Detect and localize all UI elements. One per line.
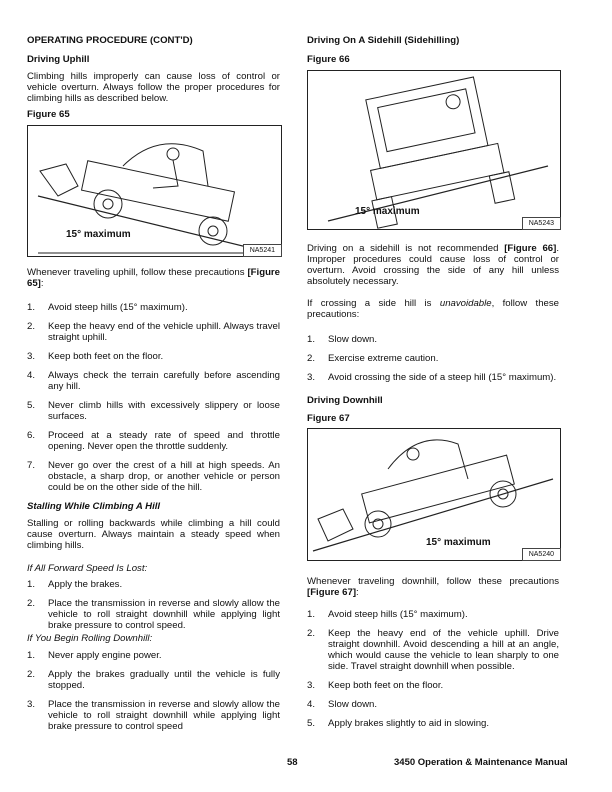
item-number: 2. [27, 598, 36, 609]
item-text: Avoid crossing the side of a steep hill (15° maximum). [328, 372, 557, 383]
forward-lost-heading: If All Forward Speed Is Lost: [27, 563, 148, 574]
list-item [27, 302, 280, 313]
list-item [27, 370, 280, 392]
item-text: Keep the heavy end of the vehicle uphill. Always travel straight uphill. [48, 321, 280, 343]
list-item [307, 718, 559, 729]
list-item [27, 460, 280, 493]
rolling-heading: If You Begin Rolling Downhill: [27, 633, 153, 644]
list-item [307, 609, 559, 620]
item-text: Never apply engine power. [48, 650, 162, 661]
item-number: 1. [27, 302, 36, 313]
downhill-lead: Whenever traveling downhill, follow these precautions [Figure 67]: [307, 576, 559, 598]
figure-66-ref: [Figure 66] [504, 243, 557, 254]
forward-lost-list [27, 579, 280, 631]
crossing-text-a: If crossing a side hill is [307, 298, 440, 309]
list-item [307, 334, 559, 345]
downhill-lead-text: Whenever traveling downhill, follow these precautions [307, 576, 559, 587]
list-item [27, 650, 280, 661]
item-number: 1. [27, 579, 36, 590]
sidehill-vehicle-illustration [308, 71, 560, 229]
item-text: Exercise extreme caution. [328, 353, 439, 364]
page-number: 58 [287, 757, 298, 768]
section-title: OPERATING PROCEDURE (CONT'D) [27, 35, 193, 46]
uphill-lead-text: Whenever traveling uphill, follow these precautions [27, 267, 248, 278]
crossing-list [307, 334, 559, 383]
list-item [27, 430, 280, 452]
item-number: 2. [27, 669, 36, 680]
list-item [307, 699, 559, 710]
crossing-emphasis: unavoidable [439, 298, 492, 309]
item-number: 3. [27, 699, 36, 710]
item-number: 2. [27, 321, 36, 332]
figure-65-ref: [Figure 65] [27, 267, 280, 289]
rolling-list [27, 650, 280, 732]
item-text: Keep the heavy end of the vehicle uphill. Drive straight downhill. Avoid descending a hill at an angle, which would cause the vehicle to lean sharply to one side. Travel straight downhill when possible. [328, 628, 559, 672]
item-number: 6. [27, 430, 36, 441]
figure-66-code: NA5243 [522, 217, 561, 230]
item-text: Slow down. [328, 334, 378, 345]
list-item [307, 628, 559, 672]
figure-67-caption: 15° maximum [426, 537, 491, 548]
figure-67-label: Figure 67 [307, 413, 350, 424]
item-text: Proceed at a steady rate of speed and throttle opening. Never open the throttle suddenly. [48, 430, 280, 452]
uphill-intro: Climbing hills improperly can cause loss of control or vehicle overturn. Always follow the proper procedures for climbing hills as described below. [27, 71, 280, 104]
figure-65-code: NA5241 [243, 244, 282, 257]
list-item [27, 669, 280, 691]
stalling-heading: Stalling While Climbing A Hill [27, 501, 161, 512]
figure-65-caption: 15° maximum [66, 229, 131, 240]
item-number: 1. [307, 609, 316, 620]
item-text: Keep both feet on the floor. [328, 680, 444, 691]
item-text: Avoid steep hills (15° maximum). [328, 609, 468, 620]
figure-67-ref: [Figure 67] [307, 587, 357, 598]
figure-66 [307, 70, 561, 230]
item-text: Avoid steep hills (15° maximum). [48, 302, 188, 313]
item-number: 2. [307, 353, 316, 364]
item-number: 2. [307, 628, 316, 639]
item-text: Apply the brakes. [48, 579, 123, 590]
item-text: Place the transmission in reverse and slowly allow the vehicle to roll straight downhill while applying light brake pressure to control speed [48, 699, 280, 732]
sidehill-text [307, 243, 559, 287]
stalling-text: Stalling or rolling backwards while climbing a hill could cause overturn. Always maintain a steady speed when climbing hills. [27, 518, 280, 551]
list-item [27, 400, 280, 422]
list-item [27, 321, 280, 343]
item-number: 5. [307, 718, 316, 729]
item-text: Place the transmission in reverse and slowly allow the vehicle to roll straight downhill while applying light brake pressure to control speed. [48, 598, 280, 631]
figure-66-caption: 15° maximum [355, 206, 420, 217]
item-number: 5. [27, 400, 36, 411]
uphill-list [27, 302, 280, 493]
item-number: 1. [307, 334, 316, 345]
list-item [307, 353, 559, 364]
uphill-heading: Driving Uphill [27, 54, 90, 65]
figure-66-label: Figure 66 [307, 54, 350, 65]
item-text: Never climb hills with excessively slippery or loose surfaces. [48, 400, 280, 422]
item-number: 7. [27, 460, 36, 471]
sidehill-text-b: . Improper procedures could cause loss of control or overturn. Avoid crossing the side of any hill unless absolutely necessary. [307, 243, 560, 287]
item-text: Apply brakes slightly to aid in slowing. [328, 718, 490, 729]
item-number: 3. [307, 372, 316, 383]
item-number: 1. [27, 650, 36, 661]
downhill-list [307, 609, 559, 729]
item-text: Keep both feet on the floor. [48, 351, 164, 362]
item-text: Always check the terrain carefully before ascending any hill. [48, 370, 280, 392]
item-text: Apply the brakes gradually until the vehicle is fully stopped. [48, 669, 280, 691]
item-number: 3. [27, 351, 36, 362]
list-item [307, 680, 559, 691]
item-number: 4. [27, 370, 36, 381]
manual-title: 3450 Operation & Maintenance Manual [394, 757, 568, 768]
downhill-heading: Driving Downhill [307, 395, 383, 406]
crossing-text-b: , follow these precautions: [307, 298, 560, 320]
figure-67-code: NA5240 [522, 548, 561, 561]
list-item [27, 699, 280, 732]
list-item [27, 579, 280, 590]
list-item [27, 598, 280, 631]
figure-67 [307, 428, 561, 561]
sidehill-heading: Driving On A Sidehill (Sidehilling) [307, 35, 460, 46]
item-text: Slow down. [328, 699, 378, 710]
figure-65-label: Figure 65 [27, 109, 70, 120]
list-item [27, 351, 280, 362]
list-item [307, 372, 559, 383]
figure-65 [27, 125, 282, 257]
uphill-lead: Whenever traveling uphill, follow these precautions [Figure 65]: [27, 267, 280, 289]
item-text: Never go over the crest of a hill at high speeds. An obstacle, a sharp drop, or another vehicle or person could be on the other side of the hill. [48, 460, 280, 493]
item-number: 3. [307, 680, 316, 691]
item-number: 4. [307, 699, 316, 710]
crossing-text [307, 298, 559, 320]
sidehill-text-a: Driving on a sidehill is not recommended [307, 243, 505, 254]
